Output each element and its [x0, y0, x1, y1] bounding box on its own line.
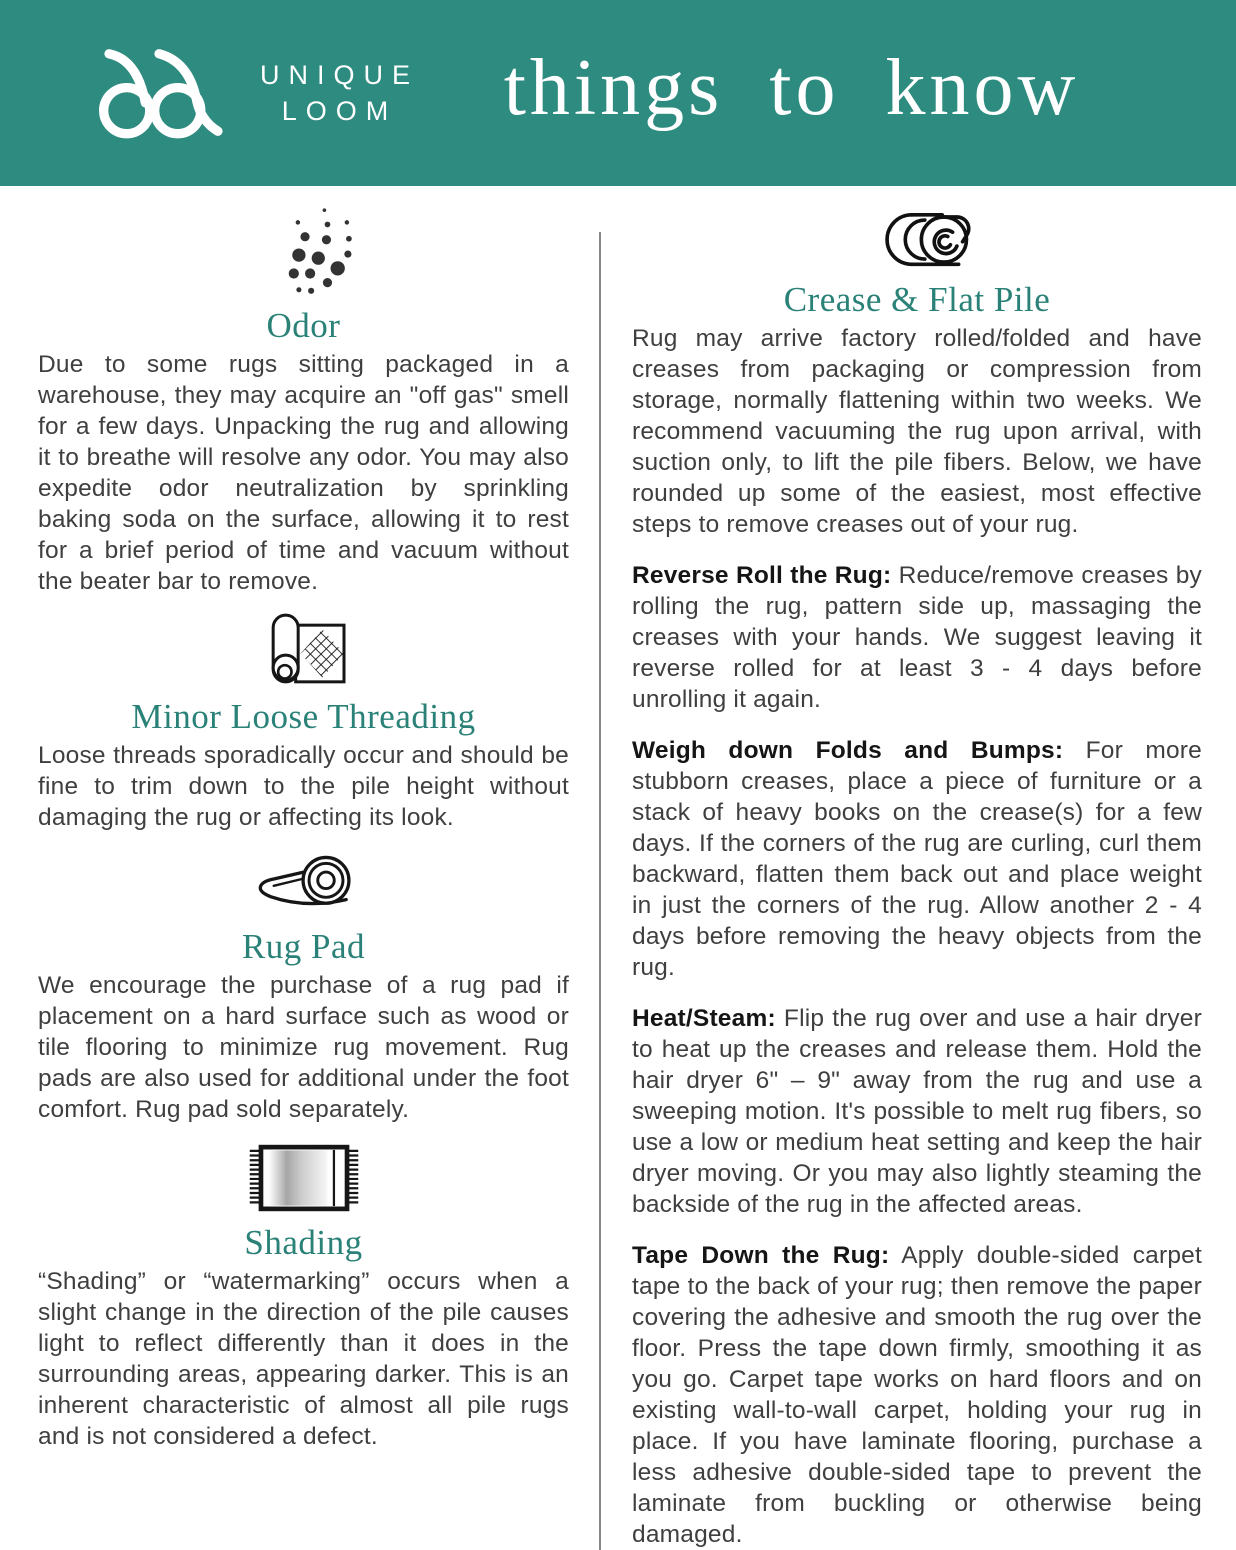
- section-body-threading: Loose threads sporadically occur and should be fine to trim down to the pile height without damaging the rug or affecting its look.: [38, 742, 569, 831]
- unique-loom-logo-icon: [94, 42, 232, 144]
- tip-label-weigh-down: Weigh down Folds and Bumps:: [632, 737, 1064, 764]
- header-banner: [0, 0, 1236, 186]
- section-shading: [38, 1139, 569, 1452]
- tip-reverse-roll: [632, 560, 1202, 715]
- brand-line-2: LOOM: [281, 96, 398, 126]
- column-divider-line: [599, 232, 601, 1550]
- tip-label-reverse-roll: Reverse Roll the Rug:: [632, 562, 892, 589]
- rolled-rug-spiral-icon: [858, 206, 976, 274]
- section-rug-pad: [38, 847, 569, 1125]
- brand-name: [260, 57, 419, 130]
- tip-tape-down: [632, 1240, 1202, 1550]
- section-body-shading: “Shading” or “watermarking” occurs when a slight change in the direction of the pile causes light to reflect differently than it does in the surrounding areas, appearing darker. This is an inherent characteristic of almost all pile rugs and is not considered a defect.: [38, 1268, 569, 1450]
- section-heading-rug-pad: Rug Pad: [241, 927, 366, 966]
- odor-sprinkle-dots-icon: [252, 202, 356, 300]
- section-heading-odor: Odor: [266, 306, 341, 345]
- tip-text-heat-steam: Flip the rug over and use a hair dryer to heat up the creases and release them. Hold the hair dryer 6" – 9" away from the rug and use a sweeping motion. It's possible to melt rug fibers, so use a low or medium heat setting and keep the hair dryer moving. Or you may also lightly steaming the backside of the rug in the affected areas.: [632, 1005, 1202, 1218]
- tip-label-heat-steam: Heat/Steam:: [632, 1005, 776, 1032]
- left-column: [38, 186, 569, 1550]
- rug-pad-roll-icon: [249, 847, 359, 921]
- page-title: things to know: [503, 43, 1080, 132]
- brand-lockup: [94, 42, 419, 144]
- section-body-odor: Due to some rugs sitting packaged in a warehouse, they may acquire an "off gas" smell for a few days. Unpacking the rug and allowing it to breathe will resolve any odor. You may also expedite odor neutralization by sprinkling baking soda on the surface, allowing it to rest for a brief period of time and vacuum without the beater bar to remove.: [38, 351, 569, 595]
- rolled-rug-crosshatch-icon: [257, 611, 351, 691]
- tip-text-tape-down: Apply double-sided carpet tape to the back of your rug; then remove the paper covering the adhesive and smooth the rug over the floor. Press the tape down firmly, smoothing it as you go. Carpet tape works on hard floors and on existing wall-to-wall carpet, holding your rug in place. If you have laminate flooring, purchase a less adhesive double-sided tape to prevent the laminate from buckling or otherwise being damaged.: [632, 1242, 1203, 1548]
- brand-line-1: UNIQUE: [260, 59, 420, 90]
- tip-text-weigh-down: For more stubborn creases, place a piece of furniture or a stack of heavy books on the crease(s) for a few days. If the corners of the rug are curling, curl them backward, flatten them back out and place weight in just the corners of the rug. Allow another 2 - 4 days before removing the heavy objects from the rug.: [632, 737, 1202, 981]
- section-crease-flat-pile: [632, 206, 1202, 540]
- section-odor: [38, 202, 569, 597]
- tip-heat-steam: [632, 1003, 1202, 1220]
- section-body-rug-pad: We encourage the purchase of a rug pad if placement on a hard surface such as wood or tile flooring to minimize rug movement. Rug pads are also used for additional under the foot comfort. Rug pad sold separately.: [38, 972, 569, 1123]
- section-heading-shading: Shading: [244, 1223, 363, 1262]
- right-column: [632, 186, 1202, 1550]
- section-heading-crease: Crease & Flat Pile: [783, 280, 1051, 319]
- content-area: [0, 186, 1236, 1550]
- section-heading-threading: Minor Loose Threading: [131, 697, 476, 736]
- tip-label-tape-down: Tape Down the Rug:: [632, 1242, 890, 1269]
- tip-text-reverse-roll: Reduce/remove creases by rolling the rug, pattern side up, massaging the creases with your hands. We suggest leaving it reverse rolled for at least 3 - 4 days before unrolling it again.: [632, 562, 1202, 713]
- section-body-crease: Rug may arrive factory rolled/folded and have creases from packaging or compression from storage, normally flattening within two weeks. We recommend vacuuming the rug upon arrival, with suction only, to lift the pile fibers. Below, we have rounded up some of the easiest, most effective steps to remove creases out of your rug.: [632, 325, 1202, 538]
- section-minor-loose-threading: [38, 611, 569, 833]
- tip-weigh-down: [632, 735, 1202, 983]
- shaded-rug-fringe-icon: [246, 1139, 362, 1217]
